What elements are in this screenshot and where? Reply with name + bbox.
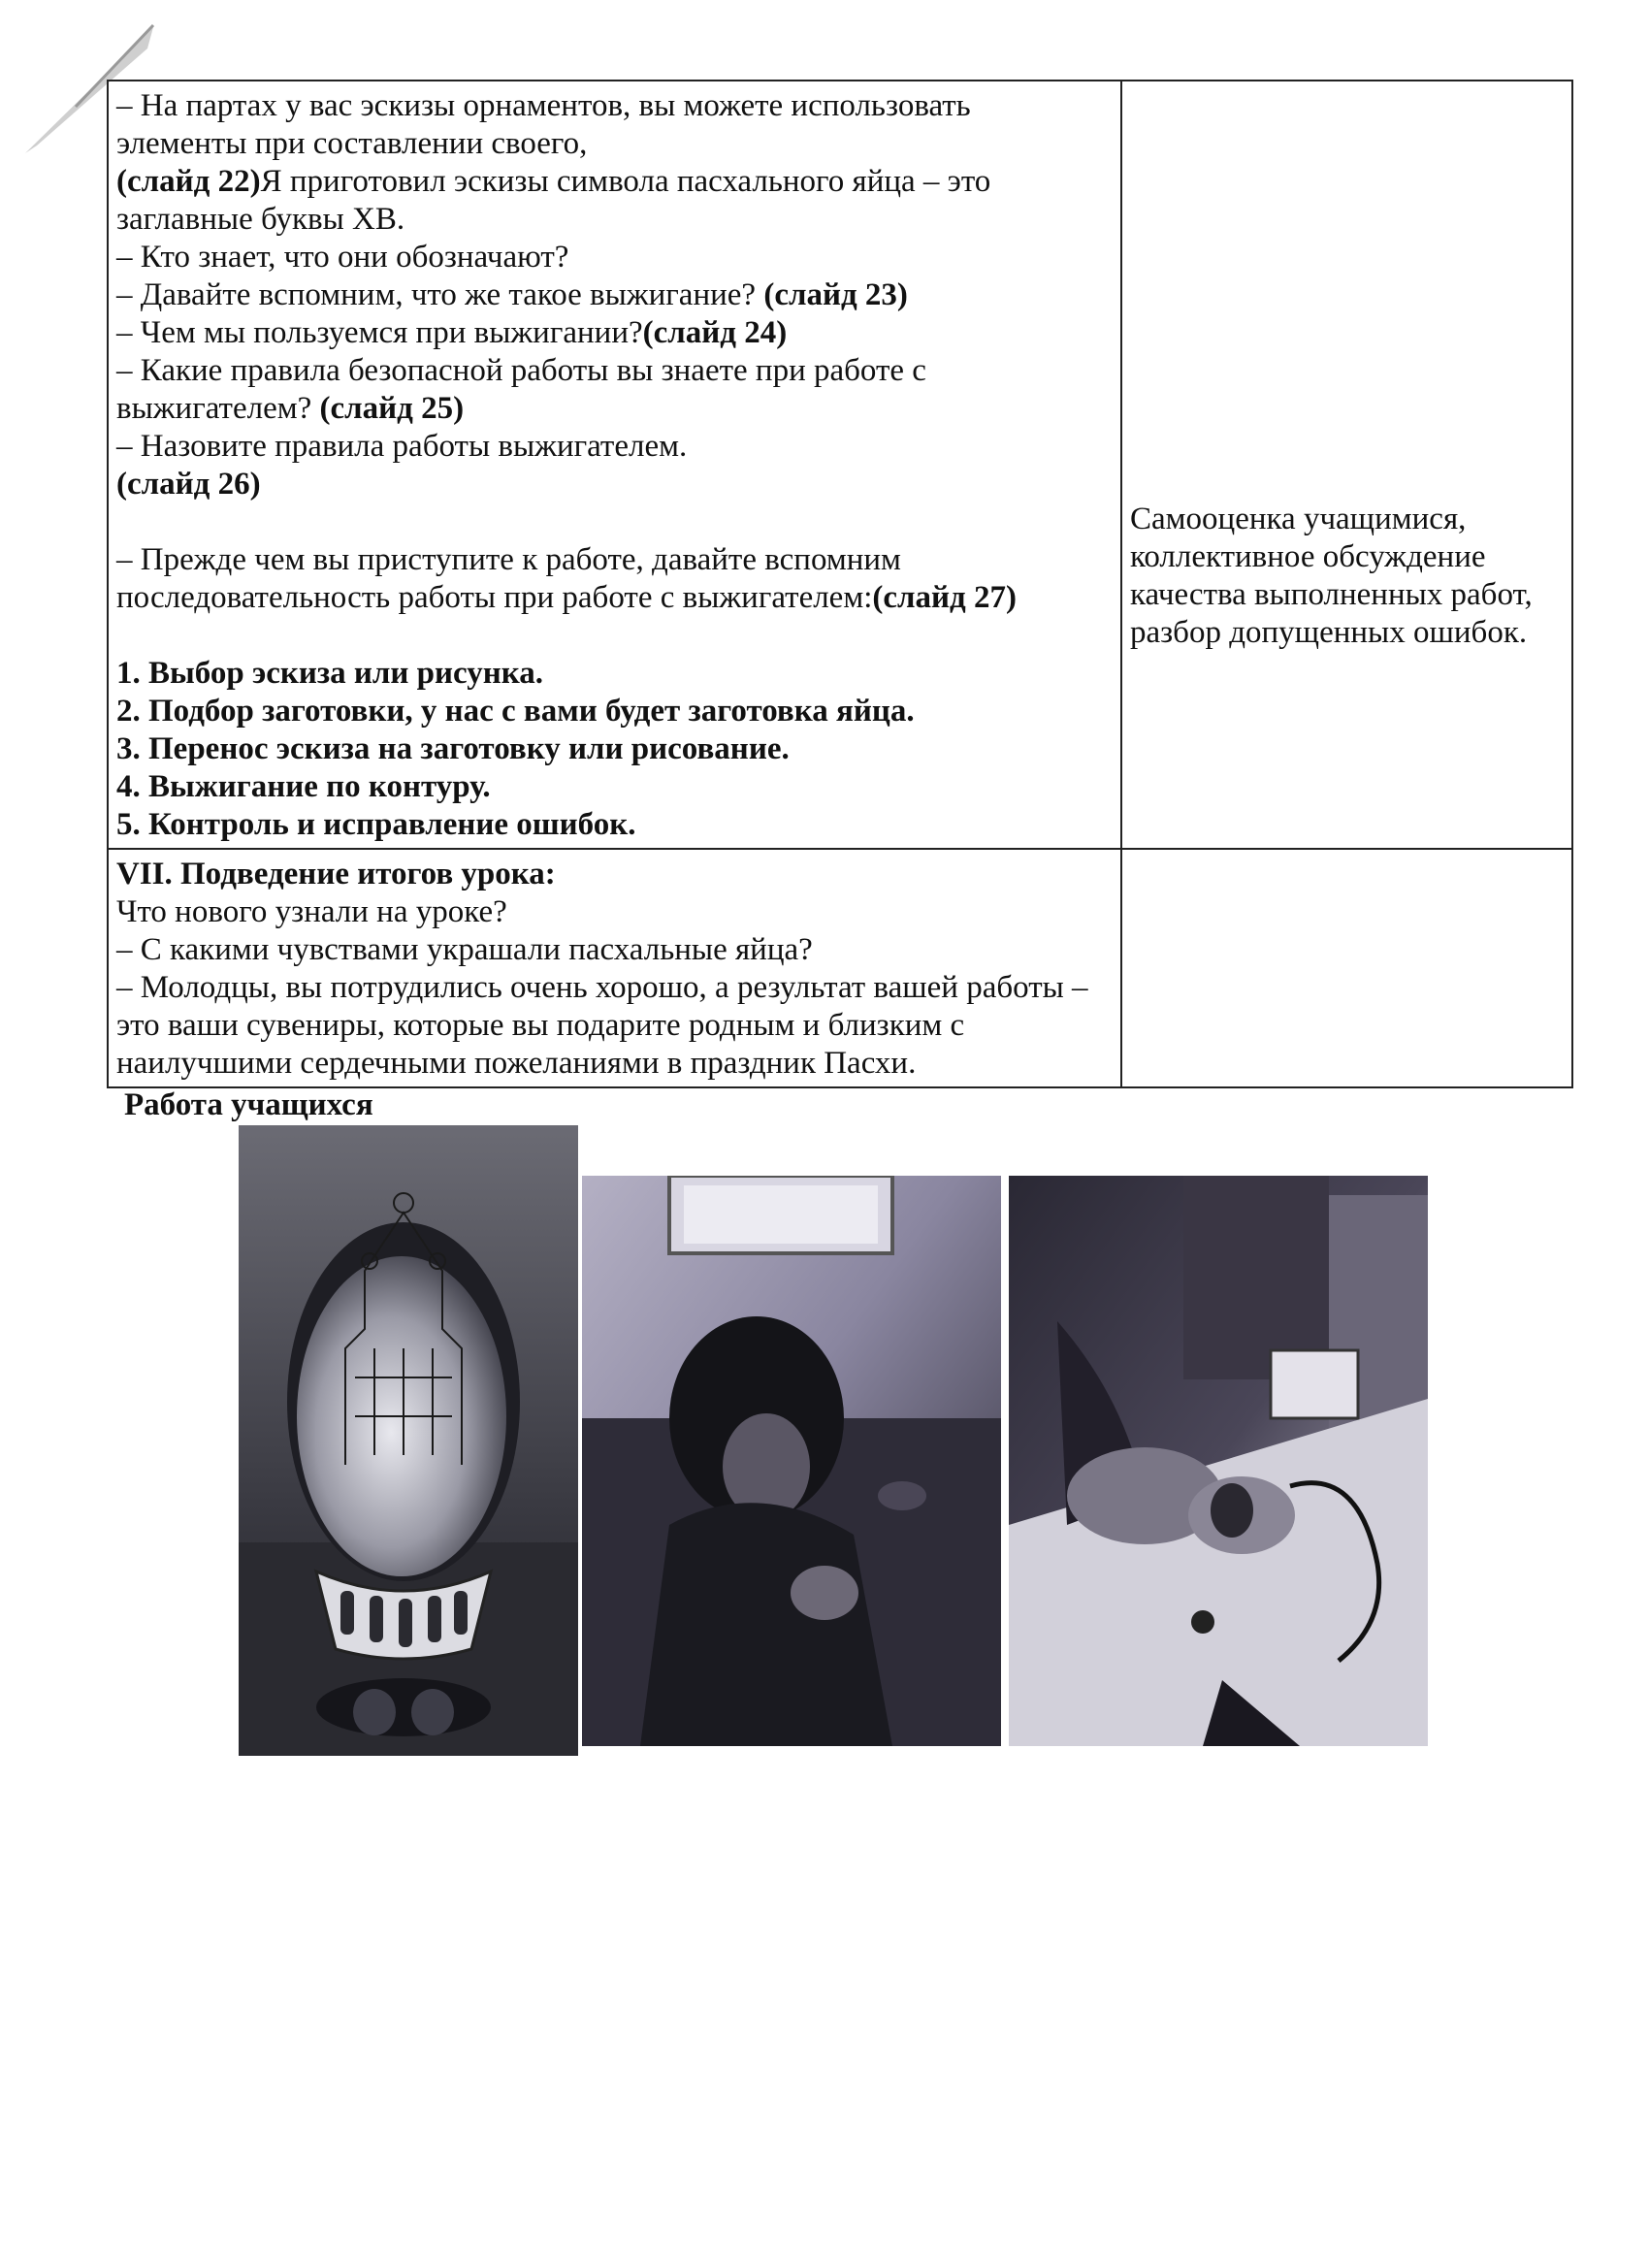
summary-lines	[116, 893, 1113, 1083]
work-step	[116, 730, 1113, 768]
work-step-text: 2. Подбор заготовки, у нас с вами будет заготовка яйца.	[116, 694, 915, 729]
summary-line	[116, 1007, 1113, 1045]
speech-line	[116, 276, 1113, 314]
assessment-line	[1130, 614, 1564, 652]
text-fragment: элементы при составлении своего,	[116, 126, 588, 161]
summary-line-text: Что нового узнали на уроке?	[116, 894, 507, 929]
photo-student-working	[582, 1176, 1001, 1746]
text-fragment: заглавные буквы ХВ.	[116, 202, 405, 237]
work-step	[116, 655, 1113, 693]
summary-cell	[108, 849, 1121, 1087]
summary-line-text: – Молодцы, вы потрудились очень хорошо, а результат вашей работы –	[116, 970, 1088, 1005]
slide-reference: (слайд 25)	[319, 391, 465, 426]
assessment-line-text: разбор допущенных ошибок.	[1130, 615, 1528, 650]
slide-reference: (слайд 26)	[116, 467, 261, 502]
speech-line	[116, 163, 1113, 201]
speech-line	[116, 466, 1113, 503]
work-step-text: 5. Контроль и исправление ошибок.	[116, 807, 636, 842]
assessment-line	[1130, 501, 1564, 538]
slide-reference: (слайд 24)	[642, 315, 788, 350]
summary-line-text: это ваши сувениры, которые вы подарите родным и близким с	[116, 1008, 965, 1043]
text-fragment: последовательность работы при работе с выжигателем:	[116, 580, 873, 615]
text-fragment: – Прежде чем вы приступите к работе, давайте вспомним	[116, 542, 901, 577]
lesson-table	[107, 80, 1573, 1088]
teacher-speech-block	[116, 87, 1113, 503]
summary-line	[116, 931, 1113, 969]
assessment-line	[1130, 538, 1564, 576]
sequence-line	[116, 541, 1113, 579]
assessment-line	[1130, 576, 1564, 614]
text-fragment: – Какие правила безопасной работы вы знаете при работе с	[116, 353, 926, 388]
slide-reference: (слайд 22)	[116, 164, 261, 199]
speech-line	[116, 428, 1113, 466]
work-step-text: 4. Выжигание по контуру.	[116, 769, 491, 804]
speech-line	[116, 87, 1113, 125]
table-row	[108, 81, 1572, 849]
lesson-steps-cell	[108, 81, 1121, 849]
table-row	[108, 849, 1572, 1087]
empty-cell	[1121, 849, 1572, 1087]
work-steps-list	[116, 655, 1113, 844]
speech-line	[116, 314, 1113, 352]
slide-reference: (слайд 23)	[763, 277, 908, 312]
speech-line	[116, 201, 1113, 239]
speech-line	[116, 239, 1113, 276]
speech-line	[116, 125, 1113, 163]
text-fragment: – Чем мы пользуемся при выжигании?	[116, 315, 643, 350]
summary-line	[116, 969, 1113, 1007]
text-fragment: – На партах у вас эскизы орнаментов, вы можете использовать	[116, 88, 971, 123]
text-fragment: Я приготовил эскизы символа пасхального яйца – это	[260, 164, 991, 199]
speech-line	[116, 390, 1113, 428]
text-fragment: – Давайте вспомним, что же такое выжигание?	[116, 277, 764, 312]
slide-reference: (слайд 27)	[872, 580, 1017, 615]
text-fragment: выжигателем?	[116, 391, 320, 426]
work-step	[116, 768, 1113, 806]
work-step-text: 3. Перенос эскиза на заготовку или рисование.	[116, 731, 790, 766]
assessment-line-text: Самооценка учащимися,	[1130, 502, 1467, 536]
photo-wood-burning-hands	[1009, 1176, 1428, 1746]
summary-line-text: – С какими чувствами украшали пасхальные яйца?	[116, 932, 813, 967]
sequence-intro-block	[116, 541, 1113, 617]
photo-decorated-egg	[239, 1125, 578, 1756]
assessment-line-text: качества выполненных работ,	[1130, 577, 1533, 612]
self-assessment-text	[1130, 501, 1564, 652]
text-fragment: – Назовите правила работы выжигателем.	[116, 429, 688, 464]
assessment-cell	[1121, 81, 1572, 849]
work-step-text: 1. Выбор эскиза или рисунка.	[116, 656, 544, 691]
summary-line	[116, 893, 1113, 931]
speech-line	[116, 352, 1113, 390]
work-step	[116, 806, 1113, 844]
summary-line-text: наилучшими сердечными пожеланиями в праздник Пасхи.	[116, 1046, 917, 1081]
text-fragment: – Кто знает, что они обозначают?	[116, 240, 569, 275]
photos-caption: Работа учащихся	[124, 1087, 373, 1122]
sequence-line	[116, 579, 1113, 617]
summary-line	[116, 1045, 1113, 1083]
summary-heading: VII. Подведение итогов урока:	[116, 857, 556, 891]
work-step	[116, 693, 1113, 730]
assessment-line-text: коллективное обсуждение	[1130, 539, 1486, 574]
